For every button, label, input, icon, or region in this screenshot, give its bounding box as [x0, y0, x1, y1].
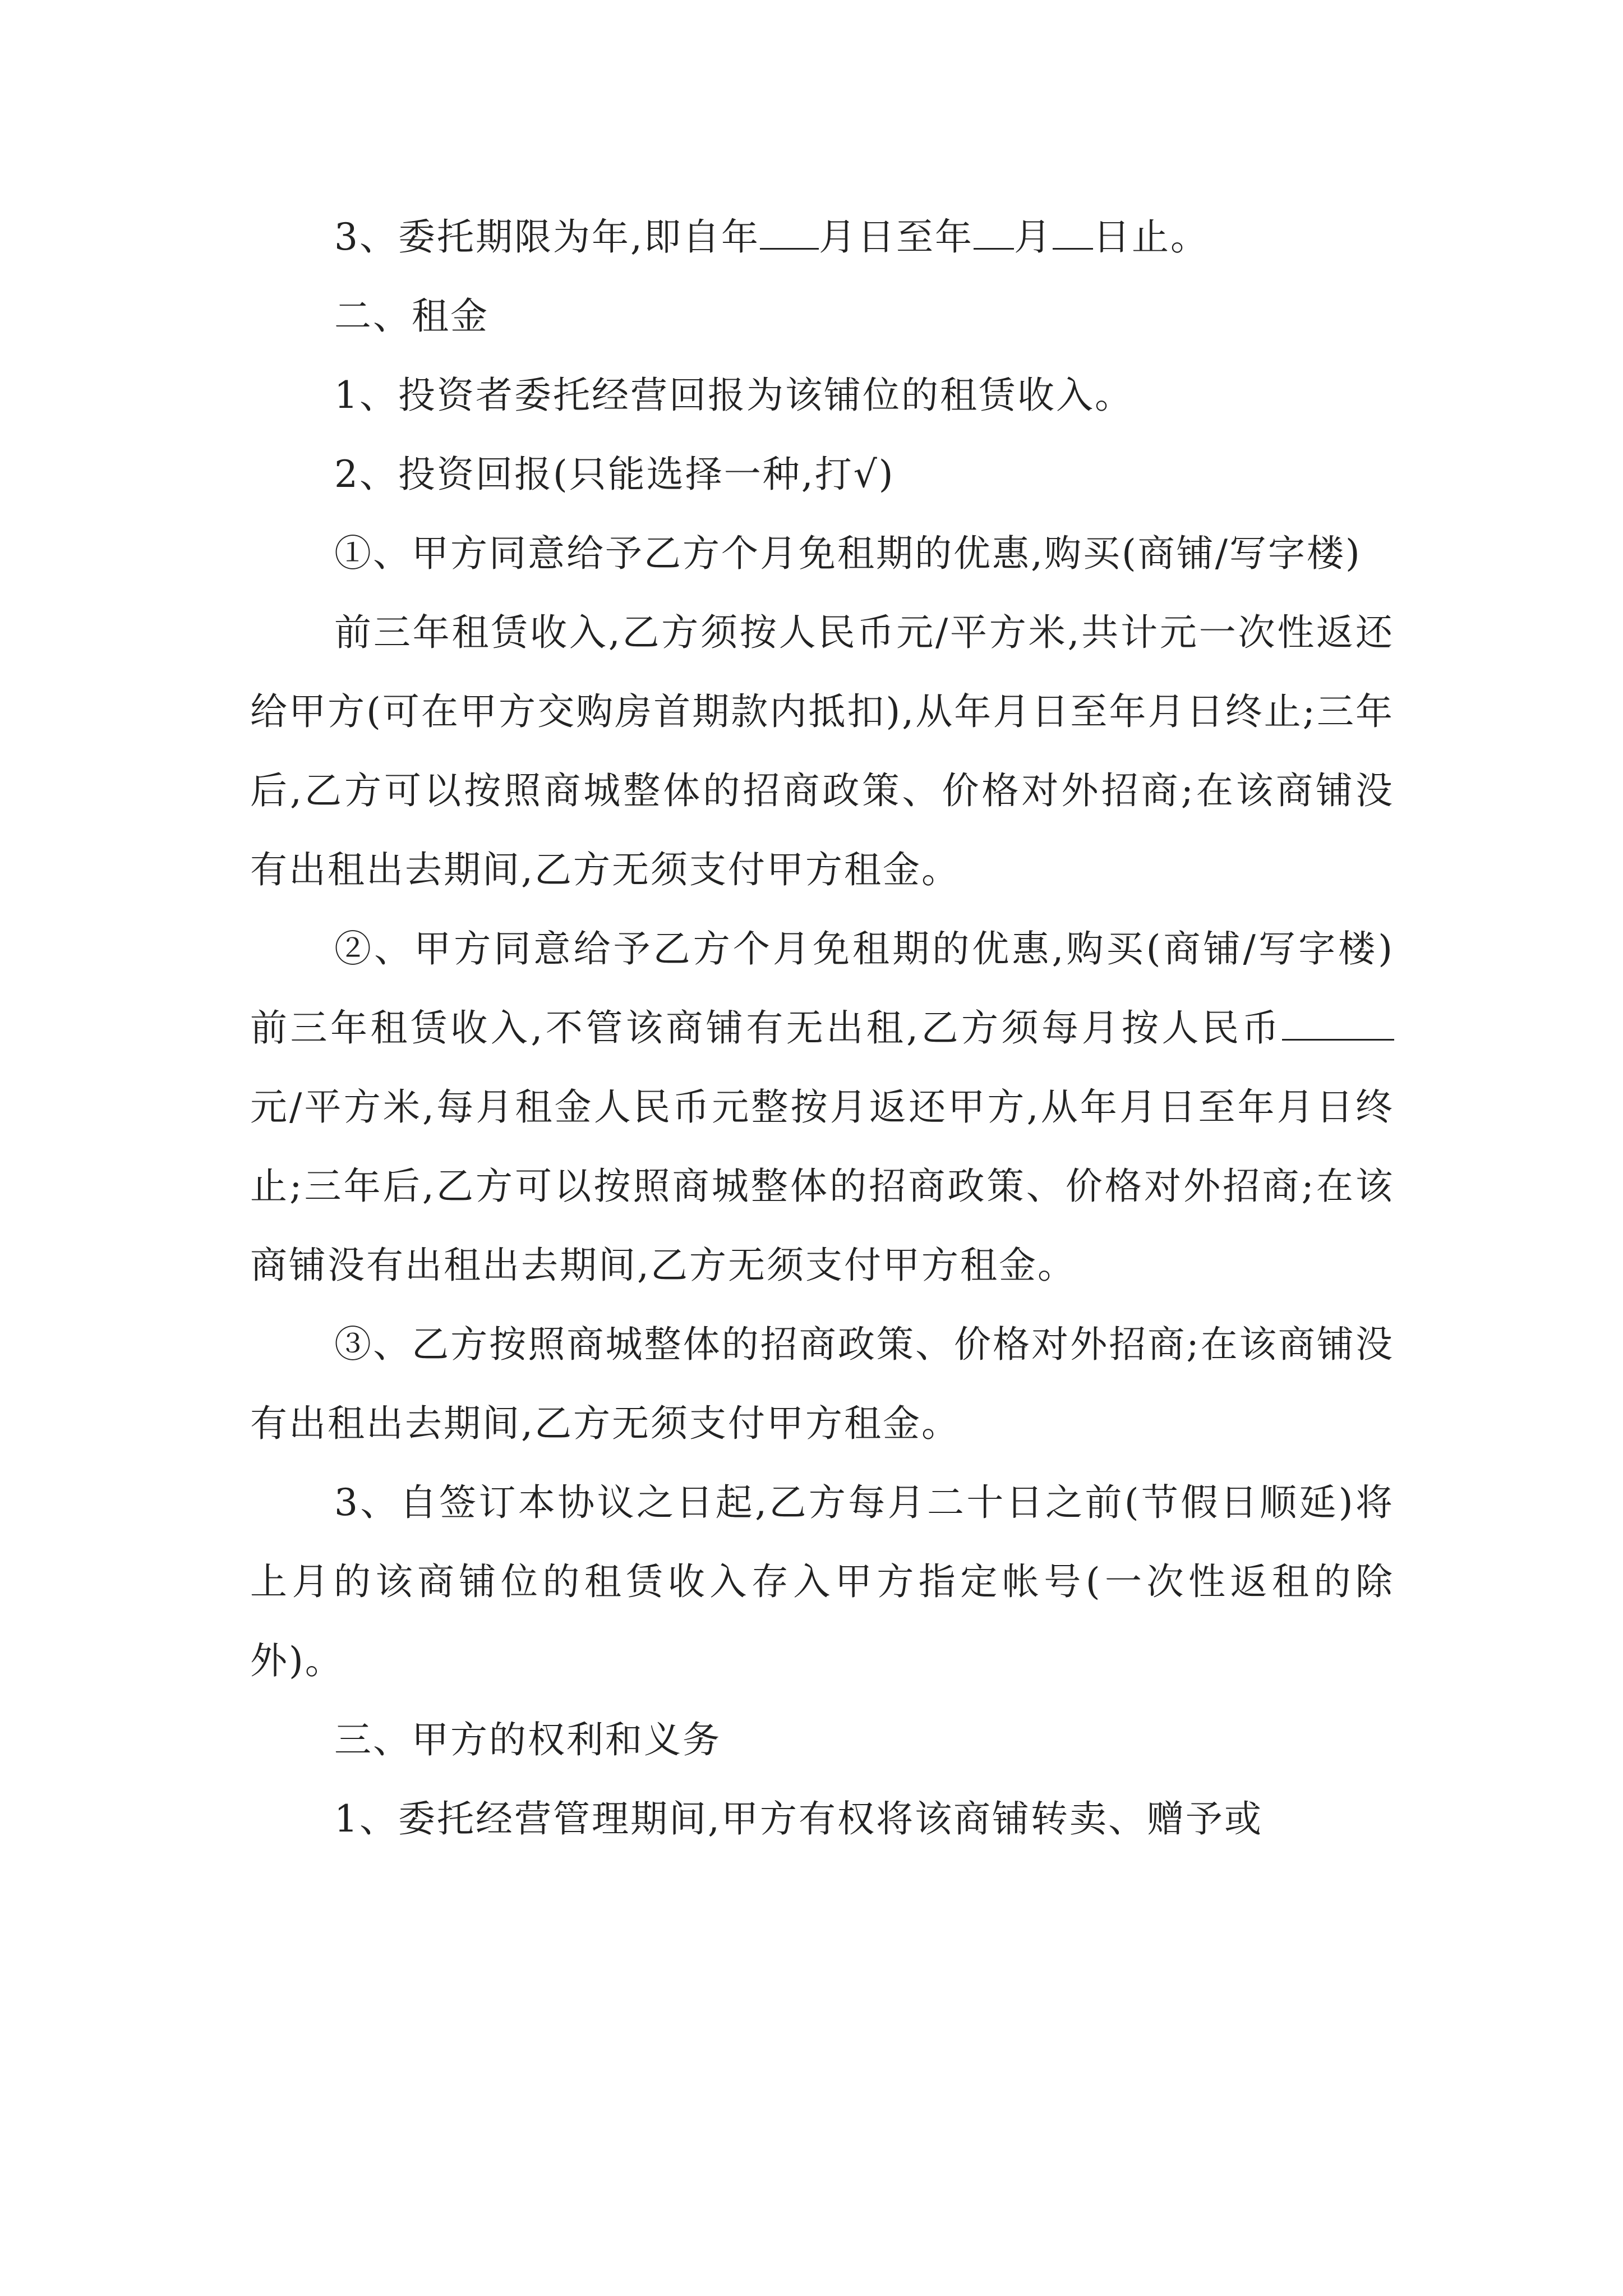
text-span: ②、甲方同意给予乙方个月免租期的优惠,购买(商铺/写字楼)前三年租赁收入,不管该商铺有无出租,乙方须每月按人民币: [250, 927, 1394, 1050]
paragraph-party-a-1: 1、委托经营管理期间,甲方有权将该商铺转卖、赠予或: [334, 1797, 1263, 1841]
blank-underline: [1053, 217, 1093, 250]
section-heading-party-a: 三、甲方的权利和义务: [334, 1718, 721, 1761]
text-span: 月: [1013, 215, 1053, 259]
blank-underline: [974, 217, 1014, 250]
paragraph-option-3: ③、乙方按照商城整体的招商政策、价格对外招商;在该商铺没有出租出去期间,乙方无须支付甲方租金。: [250, 1323, 1394, 1445]
text-span: 月日至年: [818, 215, 974, 259]
paragraph-rent-3: 3、自签订本协议之日起,乙方每月二十日之前(节假日顺延)将上月的该商铺位的租赁收入存入甲方指定帐号(一次性返租的除外)。: [250, 1481, 1394, 1682]
paragraph-option-1-detail: 前三年租赁收入,乙方须按人民币元/平方米,共计元一次性返还给甲方(可在甲方交购房首期款内抵扣),从年月日至年月日终止;三年后,乙方可以按照商城整体的招商政策、价格对外招商;在该商铺没有出租出去期间,乙方无须支付甲方租金。: [250, 611, 1394, 891]
section-heading-rent: 二、租金: [334, 295, 489, 338]
paragraph-rent-1: 1、投资者委托经营回报为该铺位的租赁收入。: [334, 374, 1133, 417]
paragraph-term-period: [250, 197, 1394, 277]
text-span: 3、委托期限为年,即自年: [334, 215, 760, 259]
paragraph-rent-2: 2、投资回报(只能选择一种,打√): [334, 453, 895, 496]
blank-underline: [1282, 1007, 1394, 1041]
blank-underline: [760, 217, 819, 250]
text-span: 日止。: [1092, 215, 1209, 259]
paragraph-option-1: ①、甲方同意给予乙方个月免租期的优惠,购买(商铺/写字楼): [334, 532, 1362, 575]
document-body: [250, 197, 1394, 1858]
paragraph-option-2: [250, 909, 1394, 1305]
text-span: 元/平方米,每月租金人民币元整按月返还甲方,从年月日至年月日终止;三年后,乙方可以按照商城整体的招商政策、价格对外招商;在该商铺没有出租出去期间,乙方无须支付甲方租金。: [250, 1085, 1394, 1287]
